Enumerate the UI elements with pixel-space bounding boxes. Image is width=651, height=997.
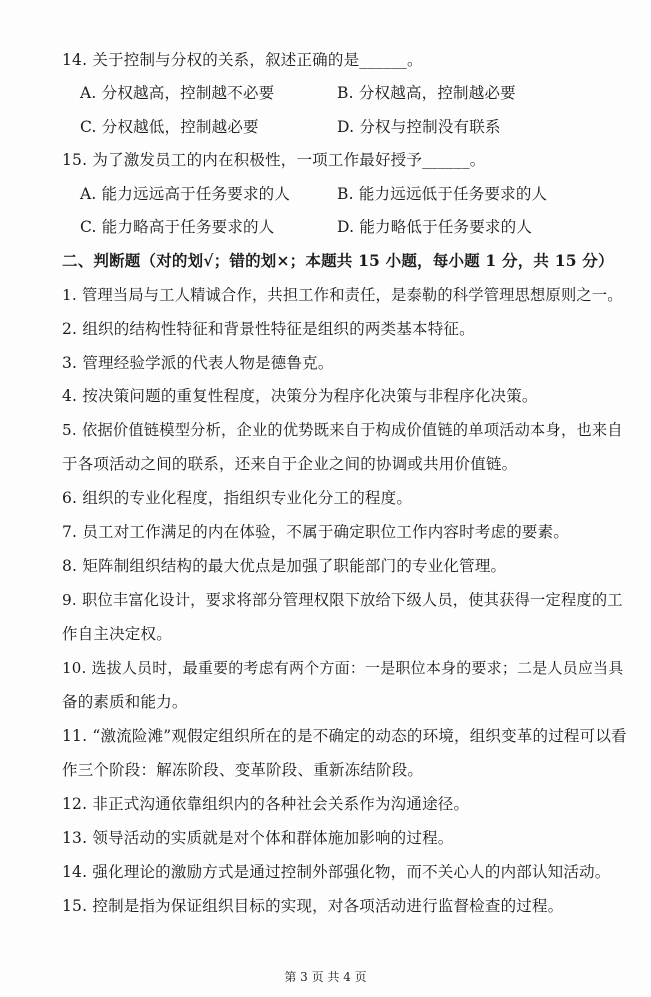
mc-question-14-option-a: A. 分权越高，控制越不必要: [80, 84, 275, 102]
tf-question-11-line-2: 作三个阶段：解冻阶段、变革阶段、重新冻结阶段。: [62, 761, 424, 779]
tf-question-5-line-1: 5. 依据价值链模型分析，企业的优势既来自于构成价值链的单项活动本身，也来自: [62, 421, 623, 439]
mc-question-14-option-c: C. 分权越低，控制越必要: [80, 118, 259, 136]
mc-question-14-option-d: D. 分权与控制没有联系: [337, 118, 501, 136]
mc-question-15-option-b: B. 能力远远低于任务要求的人: [337, 185, 548, 203]
tf-question-4: 4. 按决策问题的重复性程度，决策分为程序化决策与非程序化决策。: [62, 387, 538, 405]
tf-question-2: 2. 组织的结构性特征和背景性特征是组织的两类基本特征。: [62, 320, 475, 338]
mc-question-15-option-d: D. 能力略低于任务要求的人: [337, 218, 533, 236]
tf-question-7: 7. 员工对工作满足的内在体验，不属于确定职位工作内容时考虑的要素。: [62, 523, 570, 541]
tf-question-6: 6. 组织的专业化程度，指组织专业化分工的程度。: [62, 489, 413, 507]
tf-question-14: 14. 强化理论的激励方式是通过控制外部强化物，而不关心人的内部认知活动。: [62, 863, 611, 881]
tf-question-9-line-1: 9. 职位丰富化设计，要求将部分管理权限下放给下级人员，使其获得一定程度的工: [62, 591, 623, 609]
mc-question-15-option-a: A. 能力远远高于任务要求的人: [80, 185, 291, 203]
tf-question-13: 13. 领导活动的实质就是对个体和群体施加影响的过程。: [62, 829, 454, 847]
mc-question-15-stem: 15. 为了激发员工的内在积极性，一项工作最好授予______。: [62, 151, 486, 169]
tf-question-10-line-1: 10. 选拔人员时，最重要的考虑有两个方面：一是职位本身的要求；二是人员应当具: [62, 659, 624, 677]
mc-question-14-stem: 14. 关于控制与分权的关系，叙述正确的是______。: [62, 51, 423, 69]
tf-question-11-line-1: 11. “激流险滩”观假定组织所在的是不确定的动态的环境，组织变革的过程可以看: [62, 727, 627, 745]
tf-question-8: 8. 矩阵制组织结构的最大优点是加强了职能部门的专业化管理。: [62, 557, 507, 575]
tf-question-3: 3. 管理经验学派的代表人物是德鲁克。: [62, 354, 334, 372]
tf-question-5-line-2: 于各项活动之间的联系，还来自于企业之间的协调或共用价值链。: [62, 455, 518, 473]
section-heading-true-false: 二、判断题（对的划√；错的划×；本题共 15 小题，每小题 1 分，共 15 分）: [62, 251, 614, 270]
tf-question-15: 15. 控制是指为保证组织目标的实现，对各项活动进行监督检查的过程。: [62, 897, 564, 915]
page-number-footer: 第 3 页 共 4 页: [284, 970, 367, 984]
tf-question-10-line-2: 备的素质和能力。: [62, 693, 188, 711]
tf-question-12: 12. 非正式沟通依靠组织内的各种社会关系作为沟通途径。: [62, 795, 470, 813]
tf-question-9-line-2: 作自主决定权。: [62, 625, 172, 643]
mc-question-15-option-c: C. 能力略高于任务要求的人: [80, 218, 275, 236]
mc-question-14-option-b: B. 分权越高，控制越必要: [337, 84, 516, 102]
tf-question-1: 1. 管理当局与工人精诚合作，共担工作和责任，是泰勒的科学管理思想原则之一。: [62, 286, 623, 304]
